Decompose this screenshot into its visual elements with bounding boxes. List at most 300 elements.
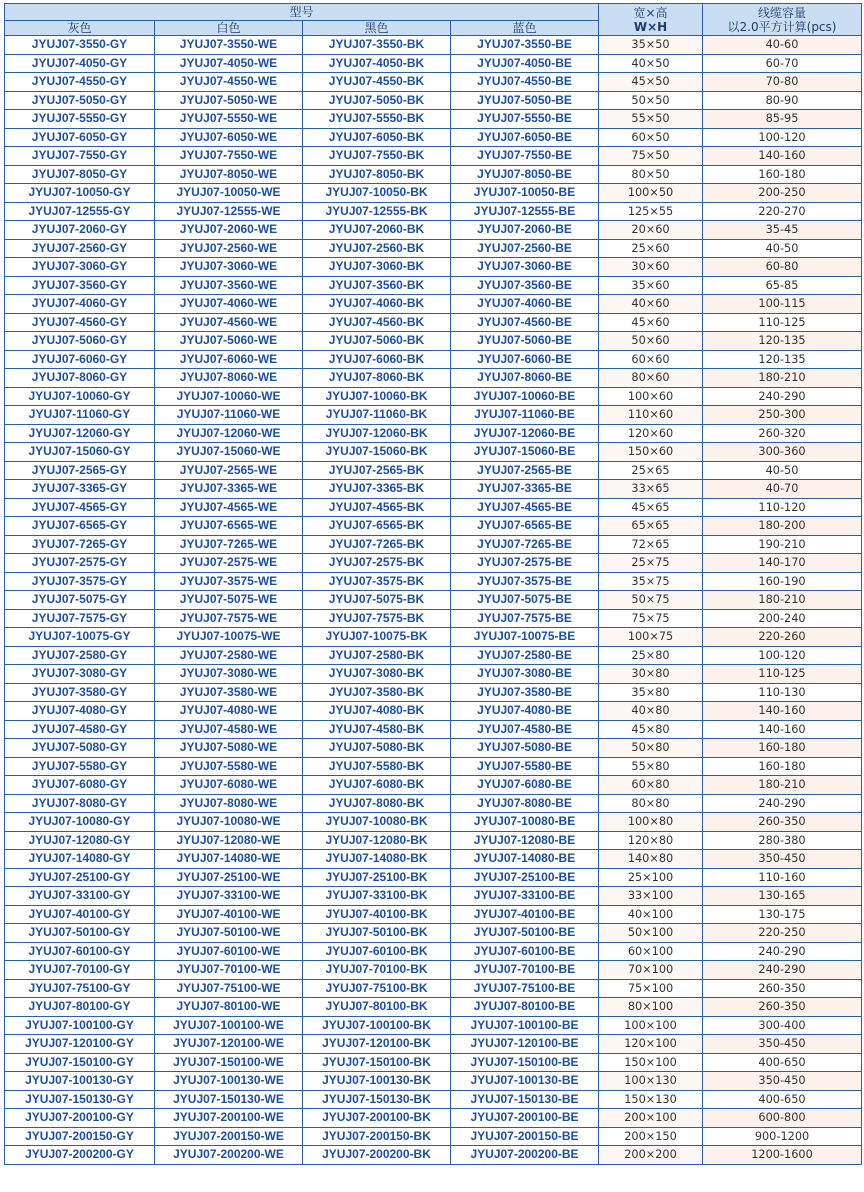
model-blue: JYUJ07-80100-BE: [451, 998, 599, 1017]
model-blue: JYUJ07-6050-BE: [451, 128, 599, 147]
model-black: JYUJ07-2575-BK: [303, 554, 451, 573]
dimension-cell: 35×50: [599, 36, 703, 55]
model-black: JYUJ07-7550-BK: [303, 147, 451, 166]
model-white: JYUJ07-3060-WE: [155, 258, 303, 277]
color-header-gray: 灰色: [5, 21, 155, 36]
model-blue: JYUJ07-150100-BE: [451, 1053, 599, 1072]
table-row: [5, 165, 862, 184]
table-row: [5, 54, 862, 73]
model-gray: JYUJ07-2060-GY: [5, 221, 155, 240]
capacity-header: [703, 4, 862, 36]
model-blue: JYUJ07-60100-BE: [451, 942, 599, 961]
table-row: [5, 720, 862, 739]
model-black: JYUJ07-11060-BK: [303, 406, 451, 425]
model-gray: JYUJ07-7575-GY: [5, 609, 155, 628]
model-white: JYUJ07-6060-WE: [155, 350, 303, 369]
dimension-cell: 120×60: [599, 424, 703, 443]
dimension-cell: 33×65: [599, 480, 703, 499]
model-gray: JYUJ07-80100-GY: [5, 998, 155, 1017]
dimension-cell: 65×65: [599, 517, 703, 536]
capacity-cell: 120-135: [703, 350, 862, 369]
model-gray: JYUJ07-200150-GY: [5, 1127, 155, 1146]
model-white: JYUJ07-7265-WE: [155, 535, 303, 554]
model-gray: JYUJ07-5060-GY: [5, 332, 155, 351]
table-row: [5, 498, 862, 517]
capacity-title: 线缆容量: [758, 5, 807, 20]
capacity-cell: 260-350: [703, 979, 862, 998]
table-row: [5, 184, 862, 203]
model-black: JYUJ07-5050-BK: [303, 91, 451, 110]
table-row: [5, 517, 862, 536]
model-gray: JYUJ07-3060-GY: [5, 258, 155, 277]
table-row: [5, 443, 862, 462]
model-blue: JYUJ07-7575-BE: [451, 609, 599, 628]
color-header-blue: 蓝色: [451, 21, 599, 36]
dimension-cell: 72×65: [599, 535, 703, 554]
model-black: JYUJ07-6565-BK: [303, 517, 451, 536]
model-black: JYUJ07-10080-BK: [303, 813, 451, 832]
model-black: JYUJ07-2580-BK: [303, 646, 451, 665]
dimension-cell: 25×80: [599, 646, 703, 665]
model-blue: JYUJ07-6565-BE: [451, 517, 599, 536]
model-gray: JYUJ07-5075-GY: [5, 591, 155, 610]
dimension-cell: 25×60: [599, 239, 703, 258]
model-blue: JYUJ07-12060-BE: [451, 424, 599, 443]
model-black: JYUJ07-12060-BK: [303, 424, 451, 443]
model-white: JYUJ07-4050-WE: [155, 54, 303, 73]
model-white: JYUJ07-10075-WE: [155, 628, 303, 647]
table-row: [5, 221, 862, 240]
dimension-cell: 45×60: [599, 313, 703, 332]
model-gray: JYUJ07-8050-GY: [5, 165, 155, 184]
model-gray: JYUJ07-7550-GY: [5, 147, 155, 166]
model-black: JYUJ07-6050-BK: [303, 128, 451, 147]
capacity-cell: 100-115: [703, 295, 862, 314]
dimension-cell: 120×100: [599, 1035, 703, 1054]
model-gray: JYUJ07-6080-GY: [5, 776, 155, 795]
dimension-title: 宽×高: [633, 5, 668, 20]
capacity-cell: 130-175: [703, 905, 862, 924]
model-black: JYUJ07-5580-BK: [303, 757, 451, 776]
table-row: [5, 424, 862, 443]
capacity-cell: 190-210: [703, 535, 862, 554]
model-gray: JYUJ07-120100-GY: [5, 1035, 155, 1054]
capacity-cell: 200-240: [703, 609, 862, 628]
capacity-cell: 140-160: [703, 702, 862, 721]
model-white: JYUJ07-2060-WE: [155, 221, 303, 240]
model-black: JYUJ07-6060-BK: [303, 350, 451, 369]
model-black: JYUJ07-3560-BK: [303, 276, 451, 295]
table-row: [5, 887, 862, 906]
table-row: [5, 128, 862, 147]
dimension-cell: 80×80: [599, 794, 703, 813]
table-header: [5, 4, 862, 36]
capacity-cell: 180-210: [703, 369, 862, 388]
table-row: [5, 147, 862, 166]
dimension-cell: 100×130: [599, 1072, 703, 1091]
capacity-cell: 60-80: [703, 258, 862, 277]
table-row: [5, 73, 862, 92]
model-black: JYUJ07-10060-BK: [303, 387, 451, 406]
model-gray: JYUJ07-40100-GY: [5, 905, 155, 924]
model-blue: JYUJ07-75100-BE: [451, 979, 599, 998]
model-blue: JYUJ07-4565-BE: [451, 498, 599, 517]
model-white: JYUJ07-8050-WE: [155, 165, 303, 184]
model-black: JYUJ07-5060-BK: [303, 332, 451, 351]
model-white: JYUJ07-3575-WE: [155, 572, 303, 591]
model-black: JYUJ07-3080-BK: [303, 665, 451, 684]
capacity-cell: 260-320: [703, 424, 862, 443]
color-header-white: 白色: [155, 21, 303, 36]
model-white: JYUJ07-200200-WE: [155, 1146, 303, 1165]
model-blue: JYUJ07-4050-BE: [451, 54, 599, 73]
model-black: JYUJ07-4060-BK: [303, 295, 451, 314]
table-row: [5, 461, 862, 480]
model-blue: JYUJ07-120100-BE: [451, 1035, 599, 1054]
model-blue: JYUJ07-10050-BE: [451, 184, 599, 203]
table-row: [5, 369, 862, 388]
model-white: JYUJ07-120100-WE: [155, 1035, 303, 1054]
model-white: JYUJ07-2580-WE: [155, 646, 303, 665]
model-gray: JYUJ07-8060-GY: [5, 369, 155, 388]
model-blue: JYUJ07-200100-BE: [451, 1109, 599, 1128]
dimension-cell: 35×75: [599, 572, 703, 591]
capacity-cell: 70-80: [703, 73, 862, 92]
table-row: [5, 665, 862, 684]
capacity-cell: 300-360: [703, 443, 862, 462]
table-row: [5, 258, 862, 277]
model-blue: JYUJ07-200150-BE: [451, 1127, 599, 1146]
model-white: JYUJ07-6050-WE: [155, 128, 303, 147]
dimension-cell: 40×50: [599, 54, 703, 73]
model-black: JYUJ07-4580-BK: [303, 720, 451, 739]
table-row: [5, 387, 862, 406]
capacity-cell: 65-85: [703, 276, 862, 295]
model-black: JYUJ07-75100-BK: [303, 979, 451, 998]
capacity-cell: 110-160: [703, 868, 862, 887]
model-black: JYUJ07-10075-BK: [303, 628, 451, 647]
table-row: [5, 591, 862, 610]
dimension-cell: 120×80: [599, 831, 703, 850]
dimension-cell: 33×100: [599, 887, 703, 906]
model-gray: JYUJ07-10050-GY: [5, 184, 155, 203]
capacity-cell: 40-50: [703, 239, 862, 258]
model-black: JYUJ07-8060-BK: [303, 369, 451, 388]
model-blue: JYUJ07-8060-BE: [451, 369, 599, 388]
model-blue: JYUJ07-4080-BE: [451, 702, 599, 721]
model-gray: JYUJ07-10080-GY: [5, 813, 155, 832]
dimension-cell: 45×65: [599, 498, 703, 517]
dimension-cell: 55×50: [599, 110, 703, 129]
model-white: JYUJ07-4565-WE: [155, 498, 303, 517]
model-gray: JYUJ07-25100-GY: [5, 868, 155, 887]
model-gray: JYUJ07-60100-GY: [5, 942, 155, 961]
model-white: JYUJ07-100100-WE: [155, 1016, 303, 1035]
capacity-cell: 600-800: [703, 1109, 862, 1128]
model-blue: JYUJ07-3550-BE: [451, 36, 599, 55]
model-gray: JYUJ07-12080-GY: [5, 831, 155, 850]
model-gray: JYUJ07-4050-GY: [5, 54, 155, 73]
model-gray: JYUJ07-2575-GY: [5, 554, 155, 573]
model-gray: JYUJ07-3580-GY: [5, 683, 155, 702]
model-gray: JYUJ07-5550-GY: [5, 110, 155, 129]
capacity-cell: 110-125: [703, 665, 862, 684]
model-black: JYUJ07-15060-BK: [303, 443, 451, 462]
table-row: [5, 850, 862, 869]
dimension-cell: 25×75: [599, 554, 703, 573]
table-row: [5, 739, 862, 758]
table-row: [5, 406, 862, 425]
dimension-cell: 50×80: [599, 739, 703, 758]
model-white: JYUJ07-4060-WE: [155, 295, 303, 314]
model-blue: JYUJ07-50100-BE: [451, 924, 599, 943]
model-black: JYUJ07-100130-BK: [303, 1072, 451, 1091]
model-blue: JYUJ07-5050-BE: [451, 91, 599, 110]
model-black: JYUJ07-7575-BK: [303, 609, 451, 628]
model-black: JYUJ07-25100-BK: [303, 868, 451, 887]
model-gray: JYUJ07-100100-GY: [5, 1016, 155, 1035]
model-white: JYUJ07-60100-WE: [155, 942, 303, 961]
model-white: JYUJ07-2560-WE: [155, 239, 303, 258]
table-body: [5, 36, 862, 1165]
model-black: JYUJ07-80100-BK: [303, 998, 451, 1017]
dimension-cell: 25×65: [599, 461, 703, 480]
model-black: JYUJ07-2560-BK: [303, 239, 451, 258]
model-blue: JYUJ07-100100-BE: [451, 1016, 599, 1035]
model-white: JYUJ07-12555-WE: [155, 202, 303, 221]
dimension-header: [599, 4, 703, 36]
model-gray: JYUJ07-2560-GY: [5, 239, 155, 258]
capacity-cell: 160-190: [703, 572, 862, 591]
model-blue: JYUJ07-12080-BE: [451, 831, 599, 850]
dimension-cell: 140×80: [599, 850, 703, 869]
table-row: [5, 702, 862, 721]
model-gray: JYUJ07-200100-GY: [5, 1109, 155, 1128]
model-white: JYUJ07-3560-WE: [155, 276, 303, 295]
model-black: JYUJ07-3580-BK: [303, 683, 451, 702]
capacity-cell: 160-180: [703, 165, 862, 184]
model-gray: JYUJ07-7265-GY: [5, 535, 155, 554]
dimension-cell: 100×75: [599, 628, 703, 647]
model-blue: JYUJ07-2565-BE: [451, 461, 599, 480]
model-blue: JYUJ07-10075-BE: [451, 628, 599, 647]
model-white: JYUJ07-40100-WE: [155, 905, 303, 924]
table-row: [5, 998, 862, 1017]
model-gray: JYUJ07-5050-GY: [5, 91, 155, 110]
capacity-cell: 240-290: [703, 961, 862, 980]
model-gray: JYUJ07-10060-GY: [5, 387, 155, 406]
model-black: JYUJ07-3365-BK: [303, 480, 451, 499]
dimension-cell: 110×60: [599, 406, 703, 425]
model-black: JYUJ07-5075-BK: [303, 591, 451, 610]
model-gray: JYUJ07-3575-GY: [5, 572, 155, 591]
spec-table-container: [4, 3, 861, 1165]
model-white: JYUJ07-12060-WE: [155, 424, 303, 443]
capacity-cell: 260-350: [703, 998, 862, 1017]
model-black: JYUJ07-10050-BK: [303, 184, 451, 203]
table-row: [5, 683, 862, 702]
model-white: JYUJ07-200150-WE: [155, 1127, 303, 1146]
model-black: JYUJ07-50100-BK: [303, 924, 451, 943]
model-gray: JYUJ07-4560-GY: [5, 313, 155, 332]
model-white: JYUJ07-3365-WE: [155, 480, 303, 499]
model-group-header: 型号: [5, 4, 599, 21]
model-blue: JYUJ07-200200-BE: [451, 1146, 599, 1165]
model-white: JYUJ07-5050-WE: [155, 91, 303, 110]
model-blue: JYUJ07-2060-BE: [451, 221, 599, 240]
capacity-cell: 350-450: [703, 1072, 862, 1091]
table-row: [5, 202, 862, 221]
model-white: JYUJ07-3080-WE: [155, 665, 303, 684]
table-row: [5, 905, 862, 924]
model-blue: JYUJ07-3580-BE: [451, 683, 599, 702]
dimension-cell: 80×50: [599, 165, 703, 184]
model-blue: JYUJ07-4550-BE: [451, 73, 599, 92]
model-gray: JYUJ07-3550-GY: [5, 36, 155, 55]
dimension-cell: 60×50: [599, 128, 703, 147]
model-blue: JYUJ07-150130-BE: [451, 1090, 599, 1109]
model-blue: JYUJ07-12555-BE: [451, 202, 599, 221]
dimension-cell: 20×60: [599, 221, 703, 240]
model-black: JYUJ07-60100-BK: [303, 942, 451, 961]
dimension-cell: 150×100: [599, 1053, 703, 1072]
model-black: JYUJ07-200150-BK: [303, 1127, 451, 1146]
model-white: JYUJ07-4550-WE: [155, 73, 303, 92]
dimension-cell: 75×100: [599, 979, 703, 998]
model-black: JYUJ07-4560-BK: [303, 313, 451, 332]
model-gray: JYUJ07-4080-GY: [5, 702, 155, 721]
model-blue: JYUJ07-11060-BE: [451, 406, 599, 425]
model-white: JYUJ07-4580-WE: [155, 720, 303, 739]
model-black: JYUJ07-120100-BK: [303, 1035, 451, 1054]
capacity-cell: 140-160: [703, 147, 862, 166]
dimension-cell: 200×200: [599, 1146, 703, 1165]
capacity-cell: 110-125: [703, 313, 862, 332]
capacity-cell: 250-300: [703, 406, 862, 425]
dimension-subtitle: W×H: [633, 19, 668, 34]
capacity-cell: 110-120: [703, 498, 862, 517]
table-row: [5, 813, 862, 832]
table-row: [5, 757, 862, 776]
model-gray: JYUJ07-200200-GY: [5, 1146, 155, 1165]
model-black: JYUJ07-12080-BK: [303, 831, 451, 850]
table-row: [5, 332, 862, 351]
dimension-cell: 100×50: [599, 184, 703, 203]
model-white: JYUJ07-25100-WE: [155, 868, 303, 887]
dimension-cell: 60×60: [599, 350, 703, 369]
model-blue: JYUJ07-7550-BE: [451, 147, 599, 166]
model-gray: JYUJ07-150130-GY: [5, 1090, 155, 1109]
model-black: JYUJ07-4565-BK: [303, 498, 451, 517]
model-black: JYUJ07-70100-BK: [303, 961, 451, 980]
model-blue: JYUJ07-15060-BE: [451, 443, 599, 462]
spec-table: [4, 3, 862, 1165]
capacity-cell: 1200-1600: [703, 1146, 862, 1165]
dimension-cell: 30×60: [599, 258, 703, 277]
table-row: [5, 239, 862, 258]
model-black: JYUJ07-40100-BK: [303, 905, 451, 924]
model-white: JYUJ07-8060-WE: [155, 369, 303, 388]
dimension-cell: 200×150: [599, 1127, 703, 1146]
model-gray: JYUJ07-4060-GY: [5, 295, 155, 314]
dimension-cell: 50×60: [599, 332, 703, 351]
table-row: [5, 831, 862, 850]
model-blue: JYUJ07-5075-BE: [451, 591, 599, 610]
model-black: JYUJ07-6080-BK: [303, 776, 451, 795]
dimension-cell: 40×100: [599, 905, 703, 924]
capacity-cell: 160-180: [703, 757, 862, 776]
model-black: JYUJ07-200200-BK: [303, 1146, 451, 1165]
model-blue: JYUJ07-4580-BE: [451, 720, 599, 739]
model-gray: JYUJ07-12555-GY: [5, 202, 155, 221]
dimension-cell: 100×100: [599, 1016, 703, 1035]
dimension-cell: 35×60: [599, 276, 703, 295]
model-blue: JYUJ07-10080-BE: [451, 813, 599, 832]
model-gray: JYUJ07-100130-GY: [5, 1072, 155, 1091]
table-row: [5, 609, 862, 628]
table-row: [5, 1053, 862, 1072]
model-blue: JYUJ07-3060-BE: [451, 258, 599, 277]
model-black: JYUJ07-33100-BK: [303, 887, 451, 906]
model-black: JYUJ07-2565-BK: [303, 461, 451, 480]
model-white: JYUJ07-12080-WE: [155, 831, 303, 850]
model-gray: JYUJ07-75100-GY: [5, 979, 155, 998]
capacity-cell: 110-130: [703, 683, 862, 702]
table-row: [5, 979, 862, 998]
model-gray: JYUJ07-33100-GY: [5, 887, 155, 906]
dimension-cell: 60×100: [599, 942, 703, 961]
capacity-cell: 240-290: [703, 387, 862, 406]
model-white: JYUJ07-5550-WE: [155, 110, 303, 129]
capacity-cell: 220-250: [703, 924, 862, 943]
model-gray: JYUJ07-6050-GY: [5, 128, 155, 147]
dimension-cell: 50×100: [599, 924, 703, 943]
model-blue: JYUJ07-10060-BE: [451, 387, 599, 406]
model-blue: JYUJ07-3365-BE: [451, 480, 599, 499]
model-gray: JYUJ07-4565-GY: [5, 498, 155, 517]
dimension-cell: 50×50: [599, 91, 703, 110]
table-row: [5, 350, 862, 369]
model-blue: JYUJ07-5580-BE: [451, 757, 599, 776]
model-gray: JYUJ07-2565-GY: [5, 461, 155, 480]
model-blue: JYUJ07-4560-BE: [451, 313, 599, 332]
table-row: [5, 1090, 862, 1109]
model-white: JYUJ07-75100-WE: [155, 979, 303, 998]
model-gray: JYUJ07-2580-GY: [5, 646, 155, 665]
dimension-cell: 80×100: [599, 998, 703, 1017]
dimension-cell: 40×60: [599, 295, 703, 314]
table-row: [5, 572, 862, 591]
capacity-cell: 200-250: [703, 184, 862, 203]
model-gray: JYUJ07-15060-GY: [5, 443, 155, 462]
capacity-cell: 130-165: [703, 887, 862, 906]
model-white: JYUJ07-5075-WE: [155, 591, 303, 610]
model-black: JYUJ07-150100-BK: [303, 1053, 451, 1072]
model-black: JYUJ07-100100-BK: [303, 1016, 451, 1035]
table-row: [5, 1035, 862, 1054]
capacity-cell: 260-350: [703, 813, 862, 832]
model-blue: JYUJ07-14080-BE: [451, 850, 599, 869]
model-white: JYUJ07-150100-WE: [155, 1053, 303, 1072]
model-white: JYUJ07-6080-WE: [155, 776, 303, 795]
model-black: JYUJ07-5550-BK: [303, 110, 451, 129]
model-blue: JYUJ07-8080-BE: [451, 794, 599, 813]
model-gray: JYUJ07-4580-GY: [5, 720, 155, 739]
dimension-cell: 200×100: [599, 1109, 703, 1128]
model-gray: JYUJ07-3560-GY: [5, 276, 155, 295]
table-row: [5, 924, 862, 943]
model-white: JYUJ07-15060-WE: [155, 443, 303, 462]
